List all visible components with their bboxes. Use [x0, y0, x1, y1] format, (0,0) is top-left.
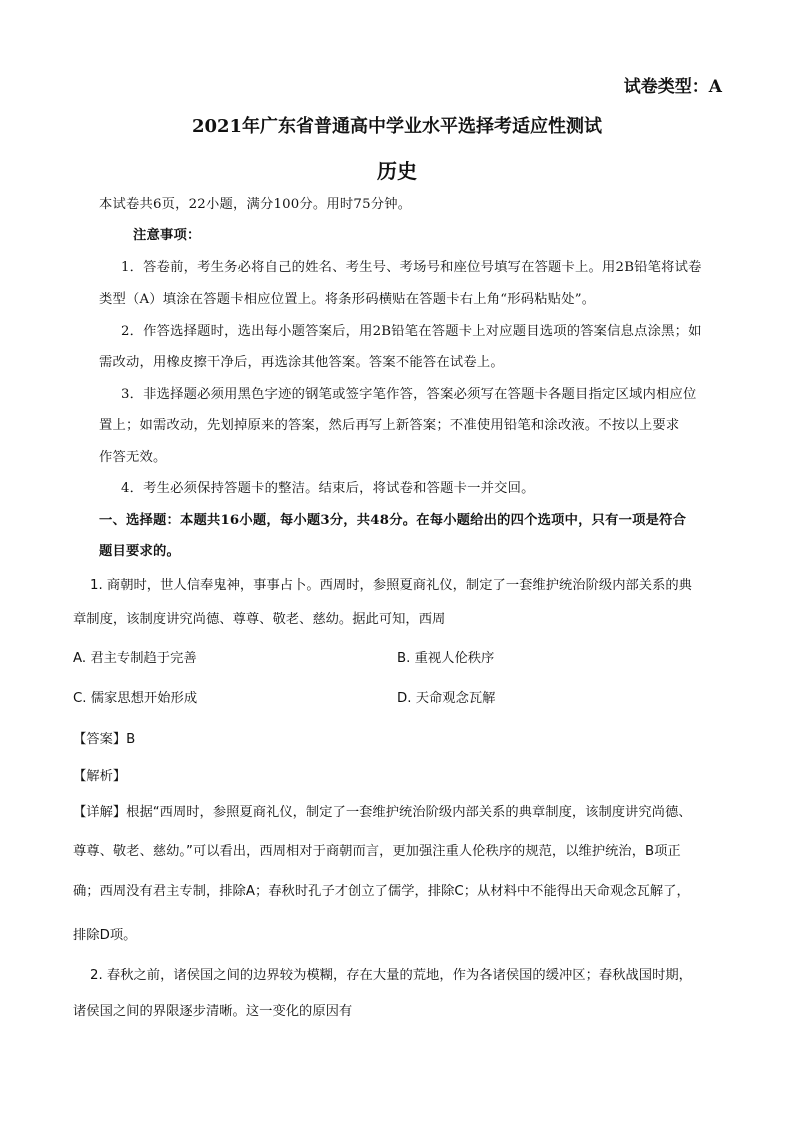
question-1-detail: 尊尊、敬老、慈幼。”可以看出，西周相对于商朝而言，更加强注重人伦秩序的规范，以维护统治，B项正 [73, 844, 681, 859]
subject-title: 历史 [377, 159, 417, 183]
paper-type-label: 试卷类型：A [623, 77, 722, 97]
exam-title: 2021年广东省普通高中学业水平选择考适应性测试 [191, 116, 603, 137]
question-1-option-b: B. 重视人伦秩序 [397, 651, 495, 666]
section-heading-cont: 题目要求的。 [99, 544, 180, 559]
notice-line: 置上；如需改动，先划掉原来的答案，然后再写上新答案；不准使用铅笔和涂改液。不按以上要求 [99, 418, 680, 433]
notice-line: 4．考生必须保持答题卡的整洁。结束后，将试卷和答题卡一并交回。 [121, 481, 535, 496]
notice-line: 2．作答选择题时，选出每小题答案后，用2B铅笔在答题卡上对应题目选项的答案信息点涂黑；如 [121, 324, 702, 339]
question-2-stem-cont: 诸侯国之间的界限逐步清晰。这一变化的原因有 [73, 1004, 353, 1019]
notice-line: 类型（A）填涂在答题卡相应位置上。将条形码横贴在答题卡右上角“形码粘贴处”。 [99, 292, 596, 307]
question-1-answer: 【答案】B [73, 732, 136, 747]
question-1-option-c: C. 儒家思想开始形成 [73, 691, 198, 706]
question-1-analysis-heading: 【解析】 [73, 769, 127, 784]
question-1-option-a: A. 君主专制趋于完善 [73, 651, 197, 666]
question-1-detail: 【详解】根据“西周时，参照夏商礼仪，制定了一套维护统治阶级内部关系的典章制度，该制度讲究尚德、 [73, 805, 692, 820]
question-1-option-d: D. 天命观念瓦解 [397, 691, 496, 706]
notice-line: 需改动，用橡皮擦干净后，再选涂其他答案。答案不能答在试卷上。 [99, 355, 504, 370]
notice-line: 1．答卷前，考生务必将自己的姓名、考生号、考场号和座位号填写在答题卡上。用2B铅笔将试卷 [121, 260, 702, 275]
question-1-detail: 确；西周没有君主专制，排除A；春秋时孔子才创立了儒学，排除C；从材料中不能得出天命观念瓦解了， [73, 884, 690, 899]
question-2-stem: 2. 春秋之前，诸侯国之间的边界较为模糊，存在大量的荒地，作为各诸侯国的缓冲区；春秋战国时期， [90, 968, 692, 983]
question-1-detail: 排除D项。 [73, 928, 137, 943]
section-heading: 一、选择题：本题共16小题，每小题3分，共48分。在每小题给出的四个选项中，只有一项是符合 [99, 513, 687, 528]
intro-text: 本试卷共6页，22小题，满分100分。用时75分钟。 [99, 197, 412, 212]
notice-line: 作答无效。 [99, 450, 167, 465]
notice-line: 3．非选择题必须用黑色字迹的钢笔或签字笔作答，答案必须写在答题卡各题目指定区域内相应位 [121, 387, 697, 402]
question-1-stem-cont: 章制度，该制度讲究尚德、尊尊、敬老、慈幼。据此可知，西周 [73, 612, 446, 627]
notice-heading: 注意事项： [133, 228, 201, 243]
question-1-stem: 1. 商朝时，世人信奉鬼神，事事占卜。西周时，参照夏商礼仪，制定了一套维护统治阶级内部关系的典 [90, 578, 692, 593]
